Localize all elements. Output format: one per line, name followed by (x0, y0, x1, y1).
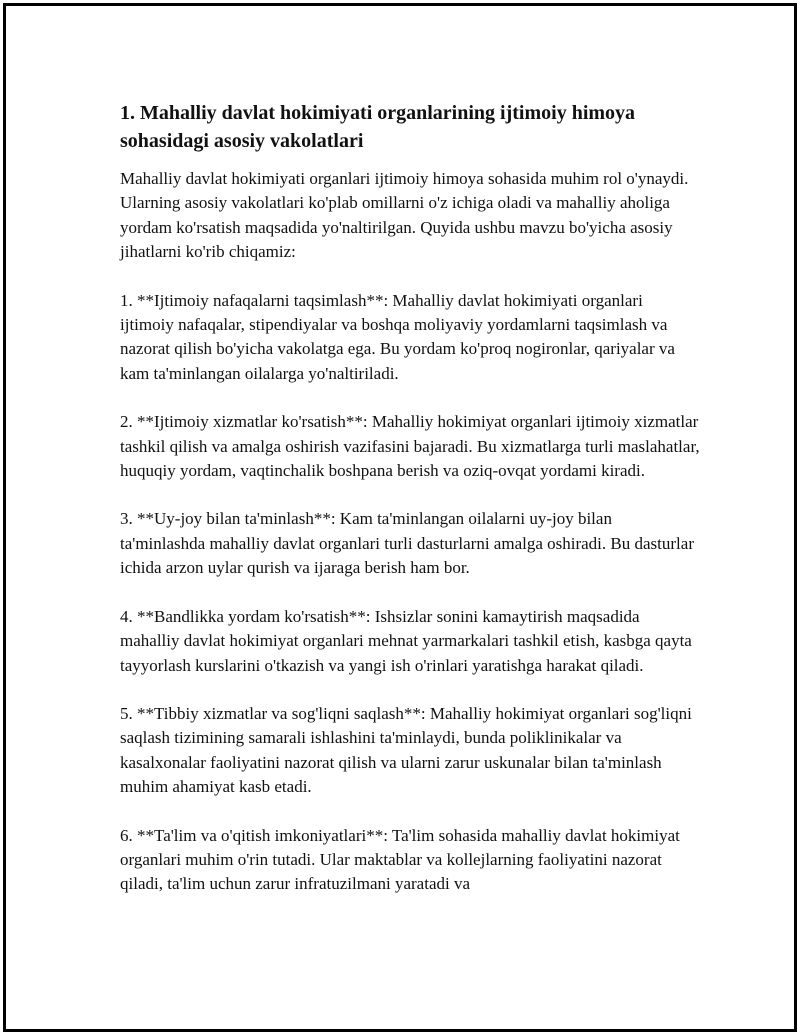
document-body (120, 99, 700, 921)
page-frame (3, 3, 797, 1032)
intro-paragraph: Mahalliy davlat hokimiyati organlari ijtimoiy himoya sohasida muhim rol o'ynaydi. Ularning asosiy vakolatlari ko'plab omillarni o'z ichiga oladi va mahalliy aholiga yordam ko'rsatish maqsadida yo'naltirilgan. Quyida ushbu mavzu bo'yicha asosiy jihatlarni ko'rib chiqamiz: (120, 169, 689, 262)
paragraph-housing: 3. **Uy-joy bilan ta'minlash**: Kam ta'minlangan oilalarni uy-joy bilan ta'minlashda mahalliy davlat organlari turli dasturlarni amalga oshiradi. Bu dasturlar ichida arzon uylar qurish va ijaraga berish ham bor. (120, 509, 694, 578)
paragraph-employment: 4. **Bandlikka yordam ko'rsatish**: Ishsizlar sonini kamaytirish maqsadida mahalliy davlat hokimiyat organlari mehnat yarmarkalari tashkil etish, kasbga qayta tayyorlash kurslarini o'tkazish va yangi ish o'rinlari yaratishga harakat qiladi. (120, 606, 692, 675)
document-title: 1. Mahalliy davlat hokimiyati organlarining ijtimoiy himoya sohasidagi asosiy vakolatlari (120, 102, 636, 152)
paragraph-education: 6. **Ta'lim va o'qitish imkoniyatlari**: Ta'lim sohasida mahalliy davlat hokimiyat organlari muhim o'rin tutadi. Ular maktablar va kollejlarning faoliyatini nazorat qiladi, ta'lim uchun zarur infratuzilmani yaratadi va (120, 825, 680, 894)
paragraph-social-benefits: 1. **Ijtimoiy nafaqalarni taqsimlash**: Mahalliy davlat hokimiyati organlari ijtimoiy nafaqalar, stipendiyalar va boshqa moliyaviy yordamlarni taqsimlash va nazorat qilish bo'yicha vakolatga ega. Bu yordam ko'proq nogironlar, qariyalar va kam ta'minlangan oilalarga yo'naltiriladi. (120, 290, 675, 383)
paragraph-social-services: 2. **Ijtimoiy xizmatlar ko'rsatish**: Mahalliy hokimiyat organlari ijtimoiy xizmatlar tashkil qilish va amalga oshirish vazifasini bajaradi. Bu xizmatlarga turli maslahatlar, huquqiy yordam, vaqtinchalik boshpana berish va oziq-ovqat yordami kiradi. (120, 412, 700, 481)
paragraph-healthcare: 5. **Tibbiy xizmatlar va sog'liqni saqlash**: Mahalliy hokimiyat organlari sog'liqni saqlash tizimining samarali ishlashini ta'minlaydi, bunda poliklinikalar va kasalxonalar faoliyatini nazorat qilish va ularni zarur uskunalar bilan ta'minlash muhim ahamiyat kasb etadi. (120, 703, 692, 797)
